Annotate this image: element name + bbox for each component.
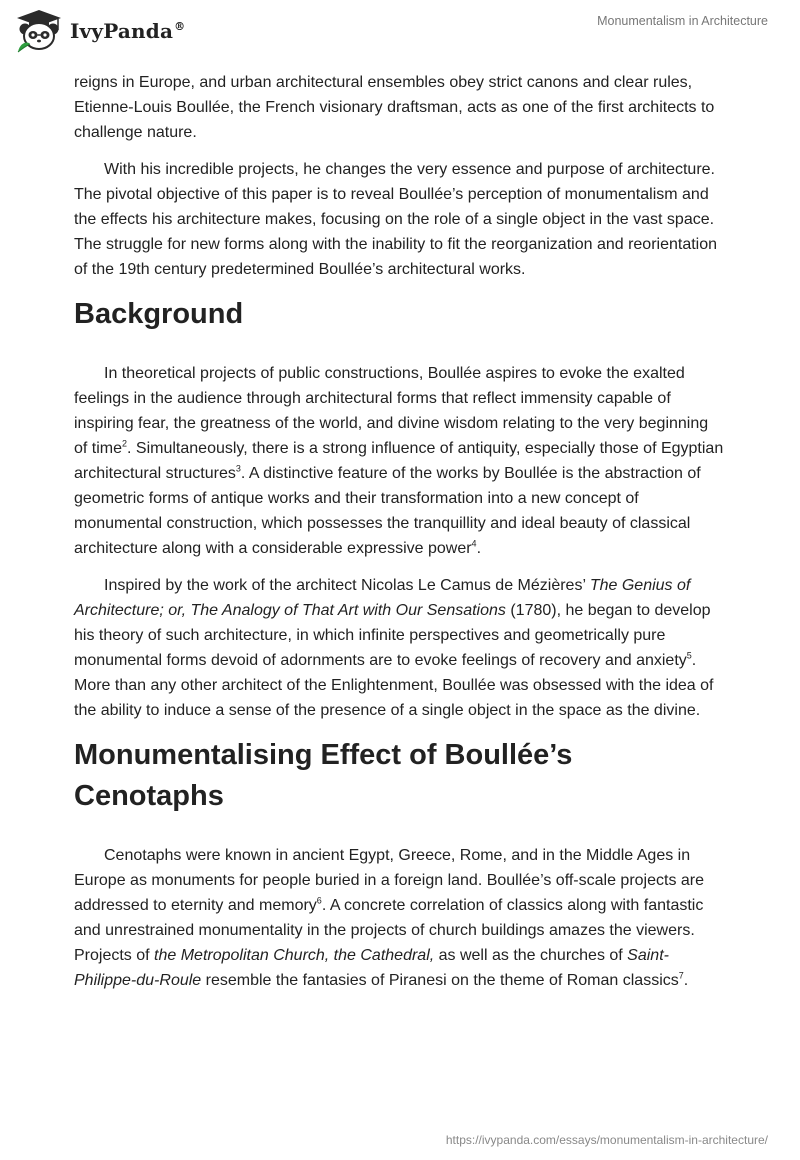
document-title: Monumentalism in Architecture: [597, 14, 768, 28]
paragraph: Cenotaphs were known in ancient Egypt, Greece, Rome, and in the Middle Ages in Europe as monuments for people buried in a foreign land. Boullée’s off-scale projects are addressed to eternity and memory$^6$. A concrete correlation of classics along with fantastic and unrestrained monumentality in the projects of church buildings amazes the viewers. Projects of the Metropolitan Church, the Cathedral, as well as the churches of Saint-Philippe-du-Roule resemble the fantasies of Piranesi on the theme of Roman classics$^7$.: [74, 847, 705, 989]
paragraph: With his incredible projects, he changes the very essence and purpose of architecture. The pivotal objective of this paper is to reveal Boullée’s perception of monumentalism and the effects his architecture makes, focusing on the role of a single object in the vast space. The struggle for new forms along with the inability to fit the reorganization and reorientation of the 19th century predetermined Boullée’s architectural works.: [74, 161, 718, 278]
book-title: The Genius of Architecture; or, The Analogy of That Art with Our Sensations: [74, 577, 691, 619]
footnote-ref[interactable]: 4: [471, 538, 477, 549]
section-heading-cenotaphs: Monumentalising Effect of Boullée’s Cenotaphs: [74, 739, 573, 812]
source-url-link[interactable]: https://ivypanda.com/essays/monumentalism-in-architecture/: [445, 1133, 768, 1147]
page-header: [0, 0, 800, 64]
paragraph: Inspired by the work of the architect Nicolas Le Camus de Mézières’ The Genius of Architecture; or, The Analogy of That Art with Our Sensations (1780), he began to develop his theory of such architecture, in which infinite perspectives and geometrically pure monumental forms devoid of adornments are to evoke feelings of recovery and anxiety$^5$. More than any other architect of the Enlightenment, Boullée was obsessed with the idea of the ability to induce a sense of the presence of a single object in the space as the divine.: [74, 577, 714, 719]
italic-text: the Metropolitan Church, the Cathedral,: [154, 947, 435, 964]
paragraph: In theoretical projects of public constructions, Boullée aspires to evoke the exalted feelings in the audience through architectural forms that reflect immensity capable of inspiring fear, the greatness of the world, and divine wisdom relating to the very beginning of time$^2$. Simultaneously, there is a strong influence of antiquity, especially those of Egyptian architectural structures$^3$. A distinctive feature of the works by Boullée is the abstraction of geometric forms of antique works and their transformation into a new concept of monumental construction, which possesses the tranquillity and ideal beauty of classical architecture along with a considerable expressive power$^4$.: [74, 365, 724, 557]
essay-body: [74, 70, 724, 1005]
italic-text: Saint-Philippe-du-Roule: [74, 947, 669, 989]
panda-graduate-icon: [14, 8, 64, 54]
footnote-ref[interactable]: 7: [678, 970, 684, 981]
paragraph: reigns in Europe, and urban architectural ensembles obey strict canons and clear rules, Etienne-Louis Boullée, the French visionary draftsman, acts as one of the first architects to challenge nature.: [74, 74, 715, 141]
footnote-ref[interactable]: 2: [122, 438, 128, 449]
footnote-ref[interactable]: 6: [316, 895, 322, 906]
section-heading-background: Background: [74, 298, 244, 330]
logo-text: IvyPanda®: [70, 19, 186, 43]
footnote-ref[interactable]: 5: [686, 650, 692, 661]
ivypanda-logo[interactable]: [14, 8, 185, 54]
footnote-ref[interactable]: 3: [235, 463, 241, 474]
